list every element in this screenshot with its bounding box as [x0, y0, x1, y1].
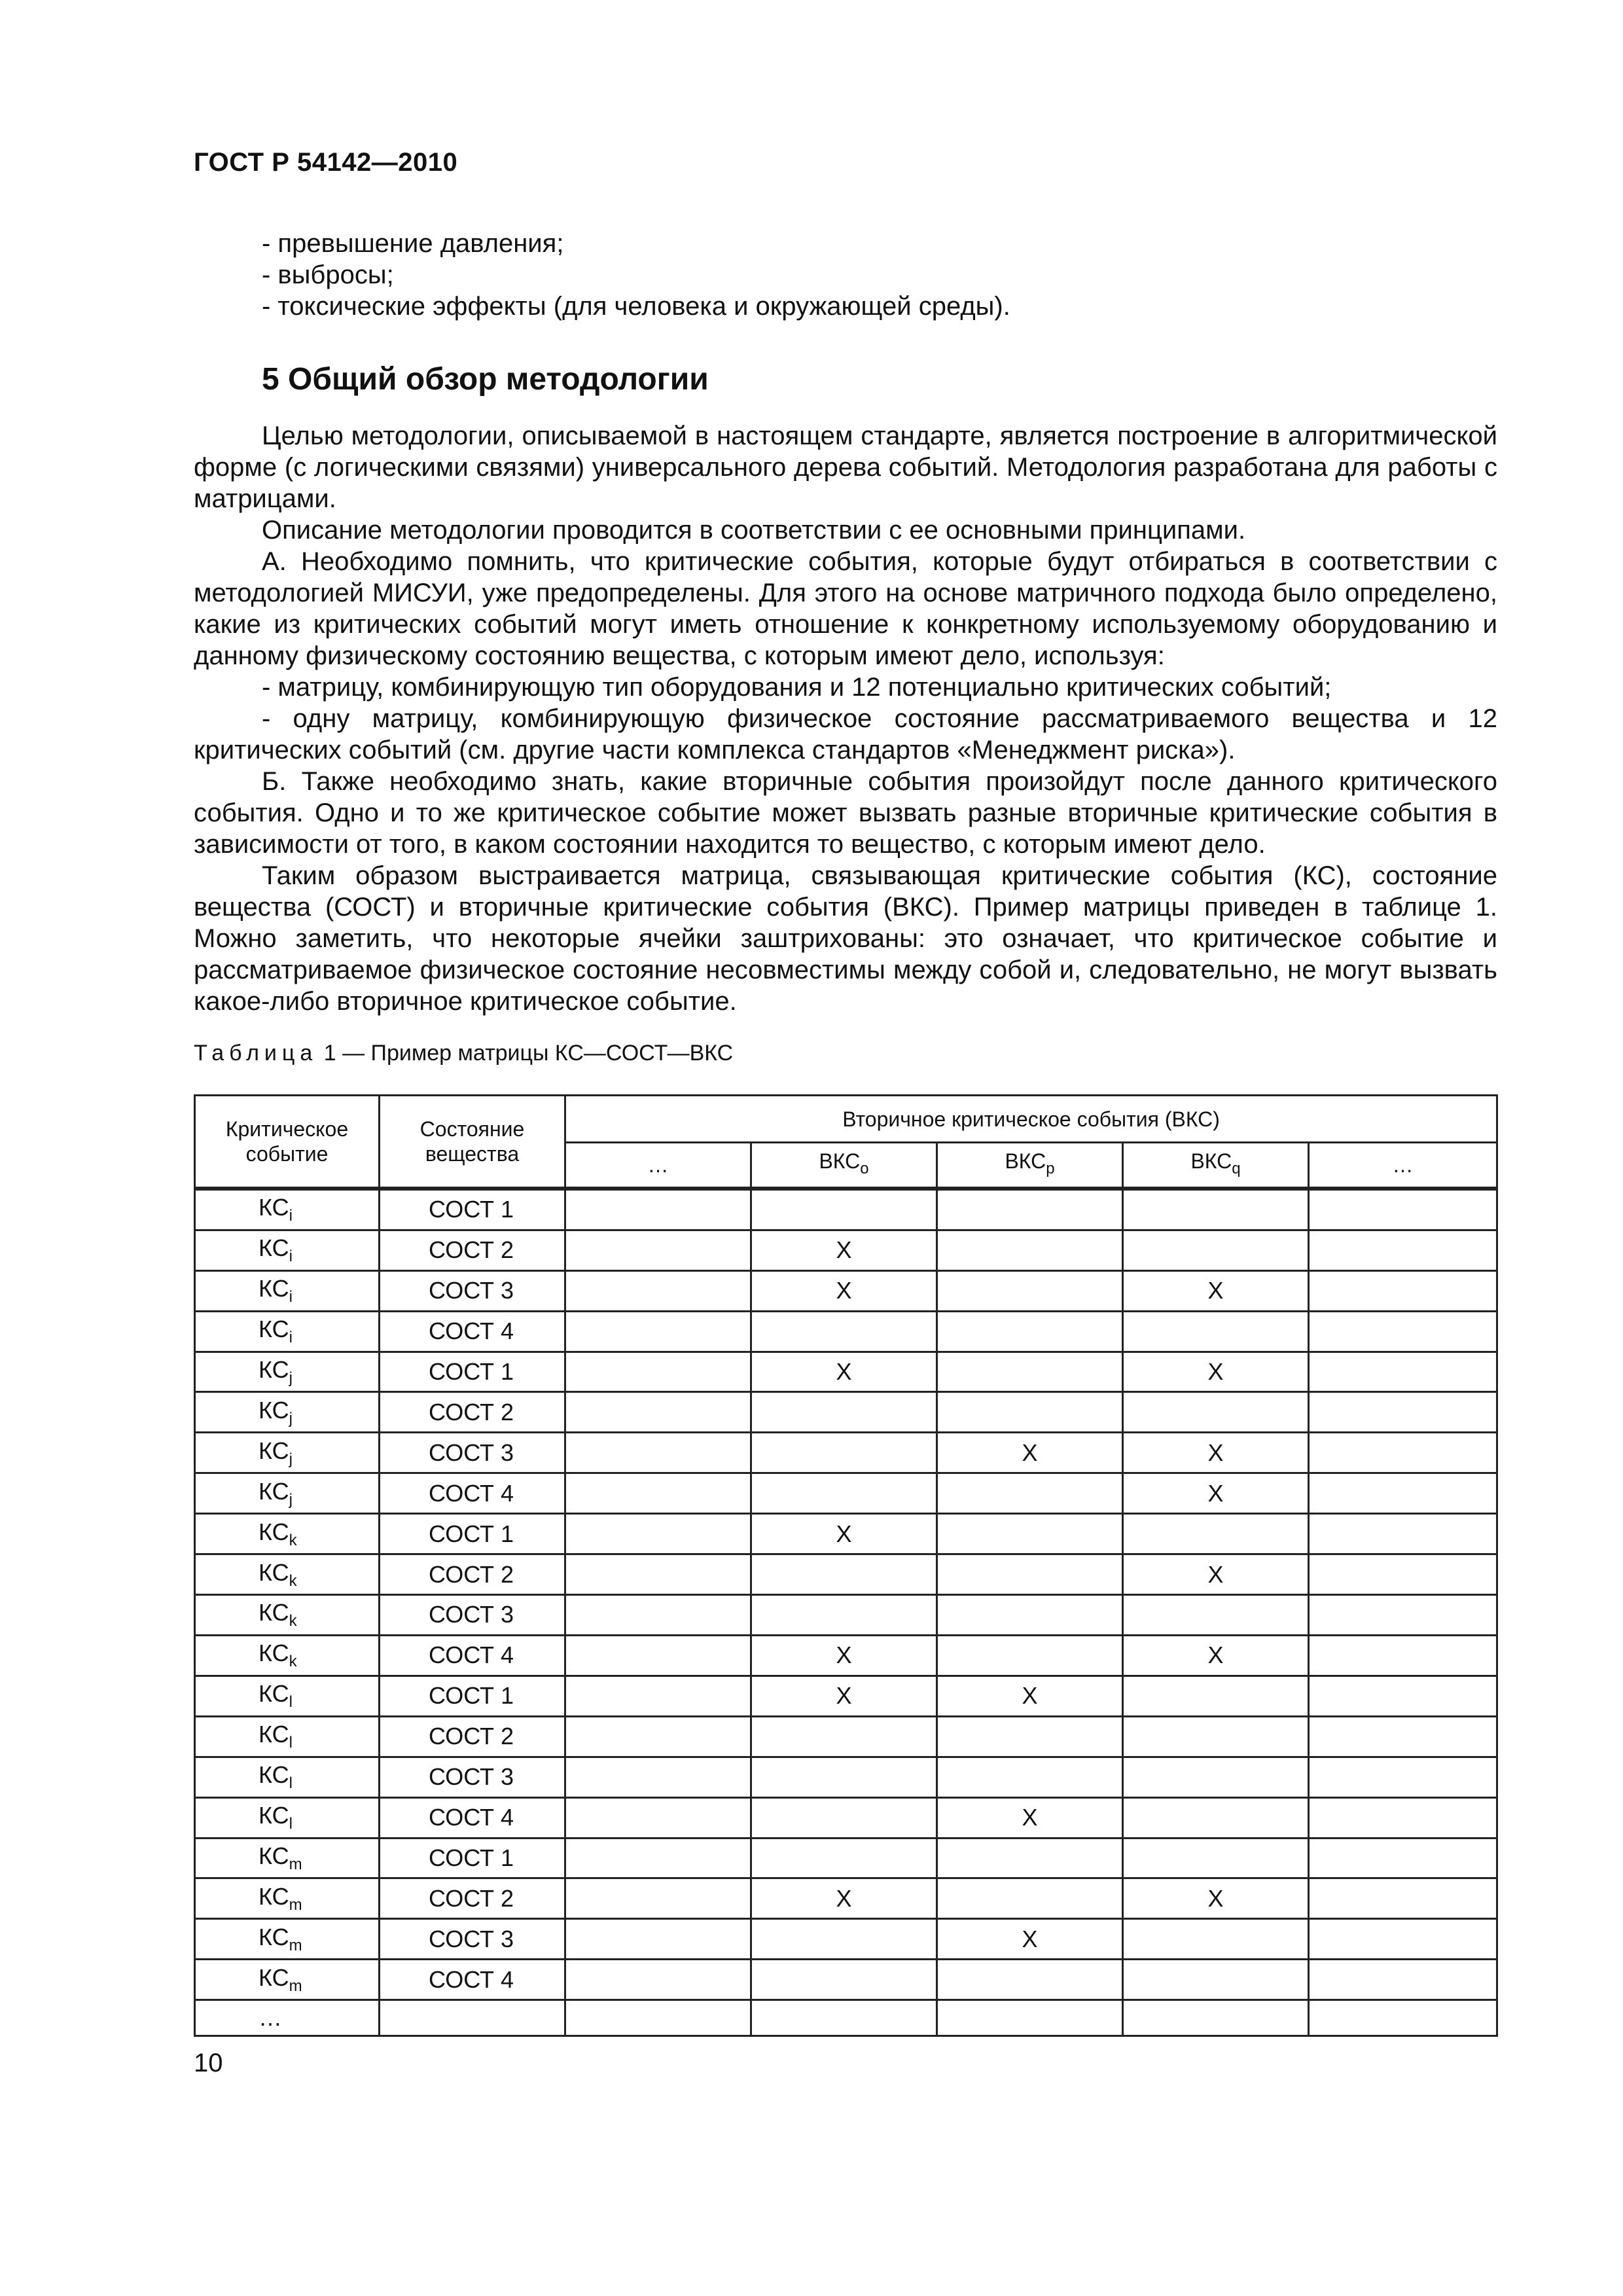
- table-row: [195, 2000, 1497, 2036]
- mark-cell: X: [1123, 1554, 1309, 1595]
- event-subscript: j: [289, 1450, 293, 1468]
- document-header: ГОСТ Р 54142—2010: [194, 148, 458, 177]
- mark-cell: [1309, 1797, 1497, 1838]
- state-cell: СОСТ 3: [380, 1919, 565, 1960]
- mark-cell: X: [751, 1352, 937, 1392]
- event-subscript: l: [289, 1774, 293, 1793]
- mark-cell: [565, 1878, 751, 1919]
- mark-cell: X: [1123, 1433, 1309, 1473]
- table-row: [195, 1473, 1497, 1514]
- event-label: КС: [259, 1882, 289, 1910]
- mark-cell: [1309, 1189, 1497, 1230]
- event-subscript: i: [289, 1247, 293, 1266]
- mark-cell: [1123, 1919, 1309, 1960]
- table-row: [195, 1838, 1497, 1878]
- event-cell: [195, 1392, 380, 1433]
- paragraph: - одну матрицу, комбинирующую физическое состояние рассматриваемого вещества и 12 критических событий (см. другие части комплекса стандартов «Менеджмент риска»).: [194, 704, 1497, 764]
- mark-cell: [1309, 1716, 1497, 1757]
- subcolumn-header: [937, 1143, 1123, 1189]
- state-cell: СОСТ 1: [380, 1514, 565, 1554]
- list-item: - превышение давления;: [262, 229, 564, 258]
- mark-cell: X: [1123, 1473, 1309, 1514]
- empty-cell: [565, 2000, 751, 2036]
- mark-cell: [1309, 1352, 1497, 1392]
- mark-cell: [565, 1676, 751, 1716]
- event-label: КС: [259, 1558, 289, 1586]
- mark-cell: [1309, 1473, 1497, 1514]
- subcolumn-header: [751, 1143, 937, 1189]
- table-caption-text: 1 — Пример матрицы КС—СОСТ—ВКС: [317, 1041, 734, 1066]
- list-item: - токсические эффекты (для человека и окружающей среды).: [262, 292, 1010, 321]
- mark-cell: [937, 1960, 1123, 2000]
- mark-cell: [1309, 1960, 1497, 2000]
- state-cell: СОСТ 4: [380, 1473, 565, 1514]
- column-header-event: Критическое событие: [195, 1096, 380, 1189]
- state-cell: СОСТ 2: [380, 1230, 565, 1270]
- empty-cell: [751, 2000, 937, 2036]
- event-label: КС: [259, 1194, 289, 1221]
- mark-cell: [565, 1635, 751, 1676]
- event-cell: [195, 1635, 380, 1676]
- event-label: КС: [259, 1721, 289, 1748]
- mark-cell: [937, 1270, 1123, 1311]
- event-subscript: k: [289, 1531, 297, 1549]
- mark-cell: [1309, 1554, 1497, 1595]
- mark-cell: [1309, 1919, 1497, 1960]
- mark-cell: [937, 1392, 1123, 1433]
- event-label: КС: [259, 1234, 289, 1262]
- event-label: КС: [259, 1802, 289, 1829]
- event-label: КС: [259, 1316, 289, 1343]
- event-subscript: k: [289, 1612, 297, 1630]
- state-cell: СОСТ 3: [380, 1270, 565, 1311]
- table-row: [195, 1311, 1497, 1352]
- event-cell: [195, 1433, 380, 1473]
- table-row: [195, 1433, 1497, 1473]
- mark-cell: [937, 1230, 1123, 1270]
- paragraph: Таким образом выстраивается матрица, связывающая критические события (КС), состояние вещества (СОСТ) и вторичные критические события (ВКС). Пример матрицы приведен в таблице 1. Можно заметить, что некоторые ячейки заштрихованы: это означает, что критическое событие и рассматриваемое физическое состояние несовместимы между собой и, следовательно, не могут вызвать какое-либо вторичное критическое событие.: [194, 861, 1497, 1016]
- mark-cell: [1123, 1514, 1309, 1554]
- mark-cell: [751, 1757, 937, 1797]
- mark-cell: [937, 1757, 1123, 1797]
- mark-cell: X: [937, 1676, 1123, 1716]
- subcolumn-subscript: o: [860, 1159, 869, 1177]
- mark-cell: [751, 1960, 937, 2000]
- state-cell: СОСТ 3: [380, 1595, 565, 1636]
- mark-cell: [1123, 1392, 1309, 1433]
- state-cell: СОСТ 1: [380, 1189, 565, 1230]
- subcolumn-label: ВКС: [1005, 1149, 1046, 1173]
- event-label: КС: [259, 1437, 289, 1464]
- mark-cell: [565, 1270, 751, 1311]
- event-cell: [195, 1960, 380, 2000]
- event-subscript: i: [289, 1207, 293, 1225]
- table-row: [195, 1757, 1497, 1797]
- state-cell: СОСТ 4: [380, 1960, 565, 2000]
- mark-cell: X: [937, 1797, 1123, 1838]
- mark-cell: [1123, 1230, 1309, 1270]
- event-label: КС: [259, 1640, 289, 1667]
- mark-cell: [565, 1919, 751, 1960]
- mark-cell: [1309, 1392, 1497, 1433]
- event-cell: …: [195, 2000, 380, 2036]
- mark-cell: [751, 1797, 937, 1838]
- state-cell: СОСТ 1: [380, 1352, 565, 1392]
- event-subscript: m: [289, 1895, 302, 1914]
- subcolumn-label: …: [647, 1153, 669, 1177]
- event-subscript: m: [289, 1936, 302, 1954]
- state-cell: СОСТ 1: [380, 1676, 565, 1716]
- mark-cell: [1123, 1676, 1309, 1716]
- subcolumn-header: [565, 1143, 751, 1189]
- mark-cell: [1309, 1270, 1497, 1311]
- mark-cell: [1309, 1838, 1497, 1878]
- event-label: КС: [259, 1599, 289, 1626]
- mark-cell: [565, 1595, 751, 1636]
- page-number: 10: [194, 2049, 223, 2077]
- mark-cell: [937, 1838, 1123, 1878]
- event-subscript: j: [289, 1490, 293, 1509]
- event-cell: [195, 1797, 380, 1838]
- ks-sost-vks-matrix: [194, 1094, 1498, 2037]
- event-subscript: i: [289, 1288, 293, 1306]
- column-header-state: Состояние вещества: [380, 1096, 565, 1189]
- mark-cell: [937, 1311, 1123, 1352]
- table-row: [195, 1595, 1497, 1636]
- mark-cell: [937, 1716, 1123, 1757]
- mark-cell: [565, 1797, 751, 1838]
- mark-cell: X: [751, 1514, 937, 1554]
- subcolumn-subscript: q: [1232, 1159, 1241, 1177]
- event-label: КС: [259, 1275, 289, 1302]
- mark-cell: [937, 1554, 1123, 1595]
- empty-cell: [380, 2000, 565, 2036]
- event-cell: [195, 1676, 380, 1716]
- mark-cell: X: [1123, 1270, 1309, 1311]
- mark-cell: [565, 1189, 751, 1230]
- mark-cell: [937, 1352, 1123, 1392]
- table-row: [195, 1230, 1497, 1270]
- mark-cell: [565, 1352, 751, 1392]
- event-cell: [195, 1311, 380, 1352]
- mark-cell: [751, 1473, 937, 1514]
- state-cell: СОСТ 4: [380, 1311, 565, 1352]
- mark-cell: [751, 1554, 937, 1595]
- event-cell: [195, 1189, 380, 1230]
- event-subscript: l: [289, 1693, 293, 1712]
- mark-cell: [565, 1433, 751, 1473]
- mark-cell: [1123, 1189, 1309, 1230]
- state-cell: СОСТ 3: [380, 1757, 565, 1797]
- mark-cell: X: [1123, 1635, 1309, 1676]
- mark-cell: [1309, 1635, 1497, 1676]
- event-cell: [195, 1514, 380, 1554]
- empty-cell: [937, 2000, 1123, 2036]
- table-row: [195, 1676, 1497, 1716]
- mark-cell: [937, 1635, 1123, 1676]
- mark-cell: X: [937, 1919, 1123, 1960]
- mark-cell: [937, 1514, 1123, 1554]
- mark-cell: X: [1123, 1352, 1309, 1392]
- table-row: [195, 1716, 1497, 1757]
- mark-cell: [565, 1716, 751, 1757]
- mark-cell: [565, 1514, 751, 1554]
- mark-cell: [1309, 1230, 1497, 1270]
- mark-cell: X: [751, 1635, 937, 1676]
- section-body: [194, 420, 1497, 1017]
- mark-cell: [1309, 1878, 1497, 1919]
- event-cell: [195, 1230, 380, 1270]
- mark-cell: [751, 1392, 937, 1433]
- event-subscript: k: [289, 1653, 297, 1671]
- event-cell: [195, 1595, 380, 1636]
- mark-cell: [1309, 1433, 1497, 1473]
- table-row: [195, 1960, 1497, 2000]
- table-caption-label: Таблица: [194, 1041, 318, 1066]
- subcolumn-label: ВКС: [819, 1149, 861, 1173]
- event-subscript: j: [289, 1369, 293, 1387]
- mark-cell: [1309, 1757, 1497, 1797]
- table-row: [195, 1514, 1497, 1554]
- mark-cell: [565, 1311, 751, 1352]
- column-header-secondary: Вторичное критическое события (ВКС): [565, 1096, 1497, 1143]
- mark-cell: [751, 1189, 937, 1230]
- paragraph: - матрицу, комбинирующую тип оборудования и 12 потенциально критических событий;: [262, 673, 1332, 702]
- mark-cell: [751, 1433, 937, 1473]
- event-label: КС: [259, 1680, 289, 1708]
- table-row: [195, 1189, 1497, 1230]
- mark-cell: [1123, 1960, 1309, 2000]
- mark-cell: [751, 1716, 937, 1757]
- mark-cell: [1123, 1595, 1309, 1636]
- mark-cell: [751, 1595, 937, 1636]
- event-subscript: m: [289, 1856, 302, 1874]
- event-subscript: i: [289, 1329, 293, 1347]
- paragraph: Описание методологии проводится в соответствии с ее основными принципами.: [262, 516, 1246, 545]
- mark-cell: [565, 1554, 751, 1595]
- event-cell: [195, 1838, 380, 1878]
- mark-cell: X: [937, 1433, 1123, 1473]
- event-cell: [195, 1270, 380, 1311]
- event-subscript: k: [289, 1571, 297, 1590]
- paragraph: Целью методологии, описываемой в настоящем стандарте, является построение в алгоритмической форме (с логическими связями) универсального дерева событий. Методология разработана для работы с матрицами.: [194, 422, 1497, 513]
- state-cell: СОСТ 2: [380, 1878, 565, 1919]
- empty-cell: [1123, 2000, 1309, 2036]
- mark-cell: [1123, 1311, 1309, 1352]
- event-label: КС: [259, 1396, 289, 1424]
- event-cell: [195, 1554, 380, 1595]
- mark-cell: [1309, 1595, 1497, 1636]
- mark-cell: [1309, 1311, 1497, 1352]
- table-row: [195, 1270, 1497, 1311]
- mark-cell: [565, 1230, 751, 1270]
- section-title: 5 Общий обзор методологии: [262, 362, 709, 397]
- mark-cell: [565, 1392, 751, 1433]
- event-subscript: l: [289, 1734, 293, 1752]
- mark-cell: [751, 1838, 937, 1878]
- mark-cell: X: [751, 1270, 937, 1311]
- mark-cell: X: [751, 1676, 937, 1716]
- mark-cell: [565, 1473, 751, 1514]
- state-cell: СОСТ 1: [380, 1838, 565, 1878]
- state-cell: СОСТ 2: [380, 1716, 565, 1757]
- table-row: [195, 1635, 1497, 1676]
- event-label: КС: [259, 1477, 289, 1505]
- mark-cell: [937, 1595, 1123, 1636]
- list-item: - выбросы;: [262, 260, 394, 289]
- hazard-list: [262, 228, 1505, 322]
- event-label: КС: [259, 1761, 289, 1789]
- state-cell: СОСТ 4: [380, 1797, 565, 1838]
- event-label: КС: [259, 1518, 289, 1545]
- event-cell: [195, 1919, 380, 1960]
- state-cell: СОСТ 3: [380, 1433, 565, 1473]
- event-subscript: j: [289, 1409, 293, 1427]
- event-label: КС: [259, 1923, 289, 1950]
- subcolumn-subscript: p: [1046, 1159, 1055, 1177]
- mark-cell: [565, 1757, 751, 1797]
- event-cell: [195, 1716, 380, 1757]
- mark-cell: [1309, 1676, 1497, 1716]
- mark-cell: [1123, 1716, 1309, 1757]
- mark-cell: [937, 1189, 1123, 1230]
- event-cell: [195, 1878, 380, 1919]
- paragraph: А. Необходимо помнить, что критические события, которые будут отбираться в соответствии с методологией МИСУИ, уже предопределены. Для этого на основе матричного подхода было определено, какие из критических событий могут иметь отношение к конкретному используемому оборудованию и данному физическому состоянию вещества, с которым имеют дело, используя:: [194, 547, 1497, 670]
- table-row: [195, 1878, 1497, 1919]
- mark-cell: [937, 1878, 1123, 1919]
- event-label: КС: [259, 1964, 289, 1991]
- subcolumn-label: ВКС: [1190, 1149, 1232, 1173]
- mark-cell: [751, 1919, 937, 1960]
- mark-cell: [1309, 1514, 1497, 1554]
- event-subscript: m: [289, 1977, 302, 1995]
- empty-cell: [1309, 2000, 1497, 2036]
- event-cell: [195, 1473, 380, 1514]
- subcolumn-label: …: [1392, 1153, 1414, 1177]
- event-subscript: l: [289, 1815, 293, 1833]
- mark-cell: [565, 1838, 751, 1878]
- event-cell: [195, 1352, 380, 1392]
- mark-cell: X: [751, 1878, 937, 1919]
- state-cell: СОСТ 2: [380, 1392, 565, 1433]
- table-row: [195, 1919, 1497, 1960]
- state-cell: СОСТ 4: [380, 1635, 565, 1676]
- mark-cell: X: [751, 1230, 937, 1270]
- event-label: КС: [259, 1355, 289, 1383]
- event-label: КС: [259, 1842, 289, 1870]
- mark-cell: [1123, 1797, 1309, 1838]
- mark-cell: [565, 1960, 751, 2000]
- mark-cell: [1123, 1838, 1309, 1878]
- paragraph: Б. Также необходимо знать, какие вторичные события произойдут после данного критического события. Одно и то же критическое событие может вызвать разные вторичные критические события в зависимости от того, в каком состоянии находится то вещество, с которым имеют дело.: [194, 767, 1497, 859]
- table-row: [195, 1554, 1497, 1595]
- mark-cell: X: [1123, 1878, 1309, 1919]
- table-row: [195, 1392, 1497, 1433]
- event-cell: [195, 1757, 380, 1797]
- table-row: [195, 1352, 1497, 1392]
- table-row: [195, 1797, 1497, 1838]
- subcolumn-header: [1309, 1143, 1497, 1189]
- mark-cell: [751, 1311, 937, 1352]
- table-caption: [194, 1041, 733, 1066]
- state-cell: СОСТ 2: [380, 1554, 565, 1595]
- mark-cell: [1123, 1757, 1309, 1797]
- mark-cell: [937, 1473, 1123, 1514]
- subcolumn-header: [1123, 1143, 1309, 1189]
